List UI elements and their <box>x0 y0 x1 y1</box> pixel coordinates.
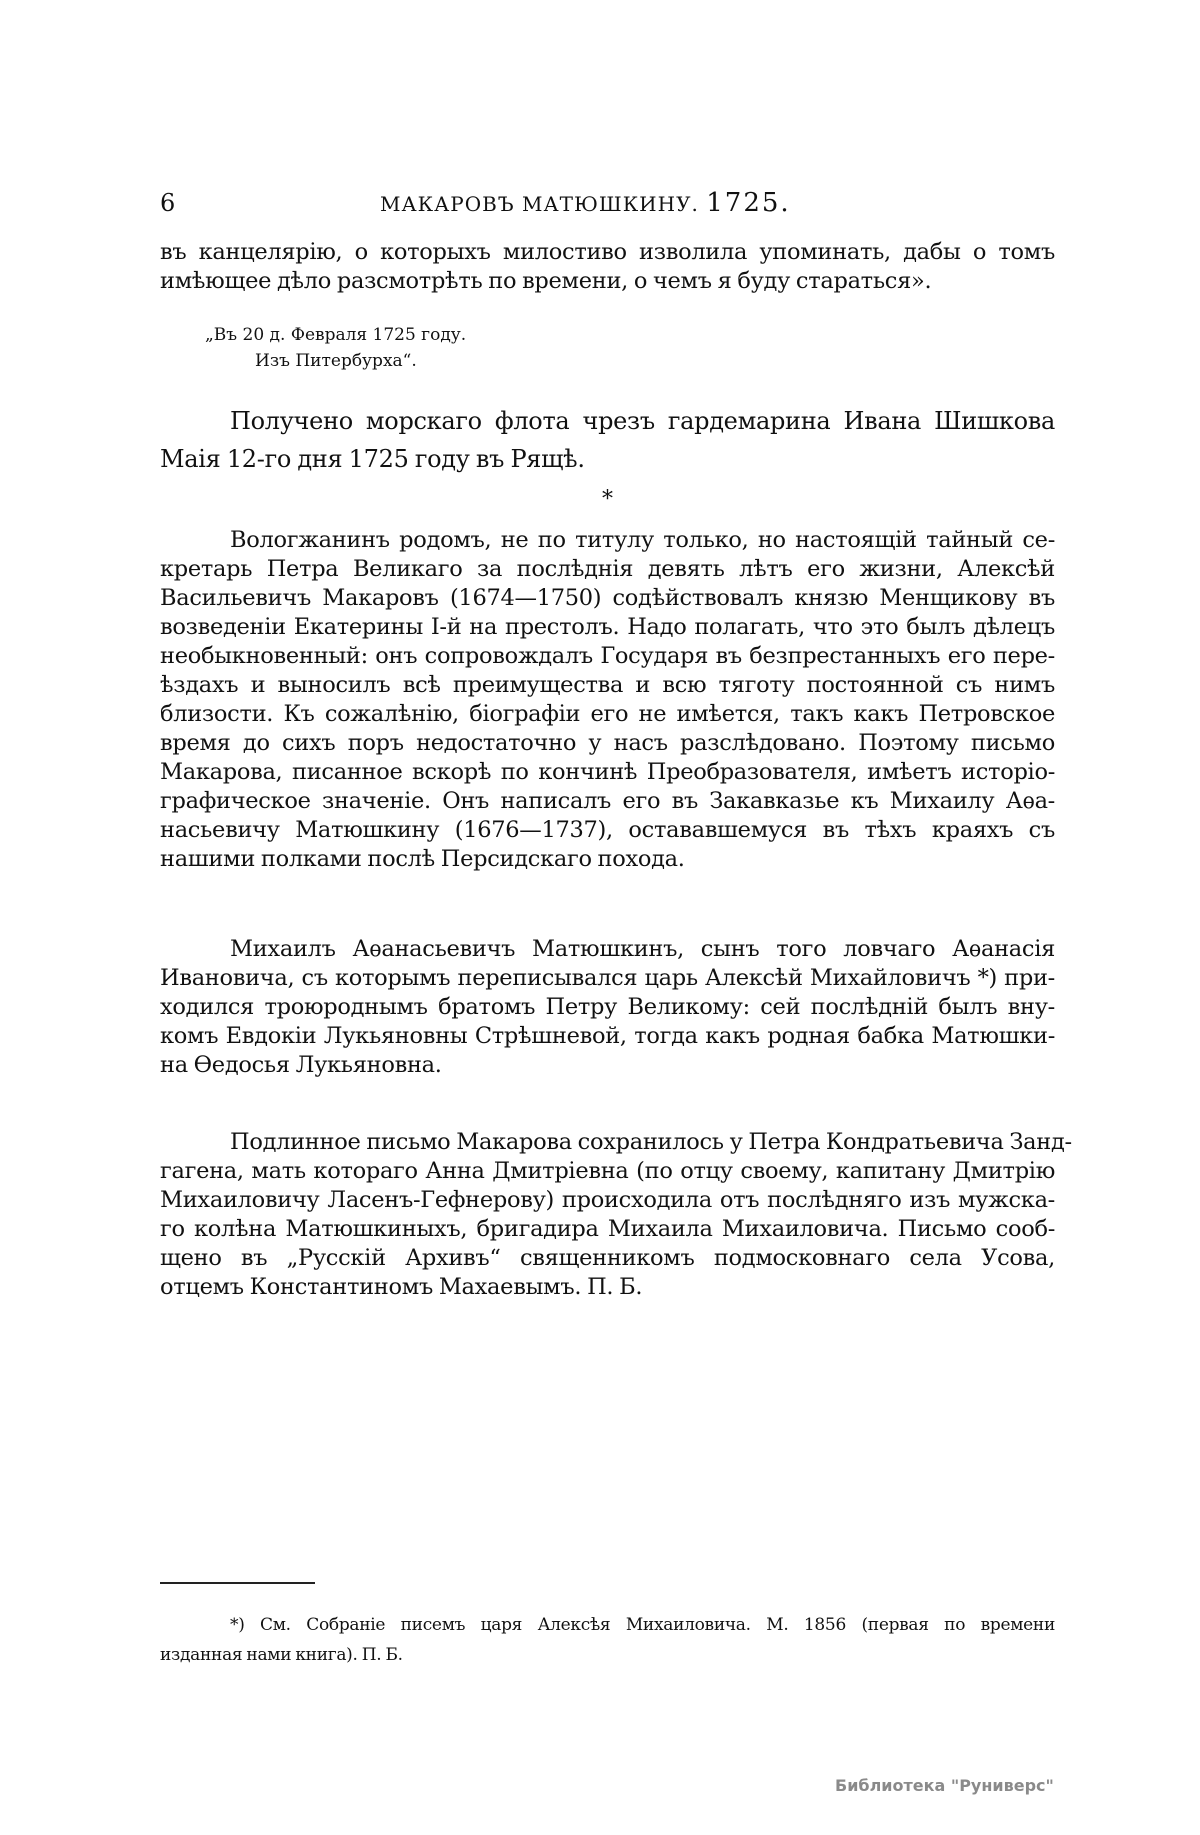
text-line: возведеніи Екатерины I-й на престолъ. Надо полагать, что это былъ дѣлецъ <box>160 614 1055 640</box>
text-line: щено въ „Русскій Архивъ“ священникомъ подмосковнаго села Усова, <box>160 1245 1055 1271</box>
paragraph-1 <box>160 526 1055 874</box>
text-line: Михаилъ Аѳанасьевичъ Матюшкинъ, сынъ того ловчаго Аѳанасія <box>230 936 1055 962</box>
text-line: ходился троюроднымъ братомъ Петру Великому: сей послѣдній былъ вну- <box>160 994 1055 1020</box>
letter-end <box>160 238 1055 296</box>
text-line: въ канцелярію, о которыхъ милостиво изволила упоминать, дабы о томъ <box>160 239 1055 265</box>
footnote <box>160 1610 1055 1670</box>
running-head <box>380 188 791 219</box>
running-year: 1725. <box>706 188 791 218</box>
text-line: Васильевичъ Макаровъ (1674—1750) содѣйствовалъ князю Менщикову въ <box>160 585 1055 611</box>
section-separator: * <box>602 487 613 512</box>
footnote-divider <box>160 1582 315 1584</box>
text-line: Маія 12-го дня 1725 году въ Рящѣ. <box>160 445 585 473</box>
paragraph-3 <box>160 1128 1072 1302</box>
text-line: нашими полками послѣ Персидскаго похода. <box>160 846 685 872</box>
text-line: графическое значеніе. Онъ написалъ его въ Закавказье къ Михаилу Аѳа- <box>160 788 1055 814</box>
text-line: Михаиловичу Ласенъ-Гефнерову) происходила отъ послѣдняго изъ мужска- <box>160 1187 1055 1213</box>
page-number: 6 <box>160 189 176 217</box>
paragraph-2 <box>160 935 1055 1080</box>
text-line: изданная нами книга). П. Б. <box>160 1645 403 1665</box>
text-line: гагена, мать котораго Анна Дмитріевна (по отцу своему, капитану Дмитрію <box>160 1158 1055 1184</box>
text-line: необыкновенный: онъ сопровождалъ Государя въ безпрестанныхъ его пере- <box>160 643 1055 669</box>
text-line: Получено морскаго флота чрезъ гардемарина Ивана Шишкова <box>230 407 1055 435</box>
received-note <box>160 402 1055 478</box>
signature-place: Изъ Питербурха“. <box>255 351 417 371</box>
text-line: близости. Къ сожалѣнію, біографіи его не имѣется, такъ какъ Петровское <box>160 701 1055 727</box>
text-line: Макарова, писанное вскорѣ по кончинѣ Преобразователя, имѣетъ исторіо- <box>160 759 1055 785</box>
text-line: комъ Евдокіи Лукьяновны Стрѣшневой, тогда какъ родная бабка Матюшки- <box>160 1023 1055 1049</box>
text-line: ѣздахъ и выносилъ всѣ преимущества и всю тяготу постоянной съ нимъ <box>160 672 1055 698</box>
text-line: время до сихъ поръ недостаточно у насъ разслѣдовано. Поэтому письмо <box>160 730 1055 756</box>
signature <box>205 322 466 374</box>
signature-date: „Въ 20 д. Февраля 1725 году. <box>205 325 467 345</box>
text-line: го колѣна Матюшкиныхъ, бригадира Михаила Михаиловича. Письмо сооб- <box>160 1216 1055 1242</box>
text-line: отцемъ Константиномъ Махаевымъ. П. Б. <box>160 1274 643 1300</box>
text-line: кретарь Петра Великаго за послѣднія девять лѣтъ его жизни, Алексѣй <box>160 556 1055 582</box>
text-line: на Ѳедосья Лукьяновна. <box>160 1052 442 1078</box>
text-line: *) См. Собраніе писемъ царя Алексѣя Михаиловича. М. 1856 (первая по времени <box>230 1615 1055 1635</box>
text-line: насьевичу Матюшкину (1676—1737), остававшемуся въ тѣхъ краяхъ съ <box>160 817 1055 843</box>
text-line: Ивановича, съ которымъ переписывался царь Алексѣй Михайловичъ *) при- <box>160 965 1055 991</box>
library-watermark: Библиотека "Руниверс" <box>835 1776 1054 1795</box>
text-line: имѣющее дѣло разсмотрѣть по времени, о чемъ я буду стараться». <box>160 268 932 294</box>
running-title: МАКАРОВЪ МАТЮШКИНУ. <box>380 192 699 216</box>
text-line: Вологжанинъ родомъ, не по титулу только, но настоящій тайный се- <box>230 527 1055 553</box>
text-line: Подлинное письмо Макарова сохранилось у Петра Кондратьевича Занд- <box>230 1129 1072 1155</box>
